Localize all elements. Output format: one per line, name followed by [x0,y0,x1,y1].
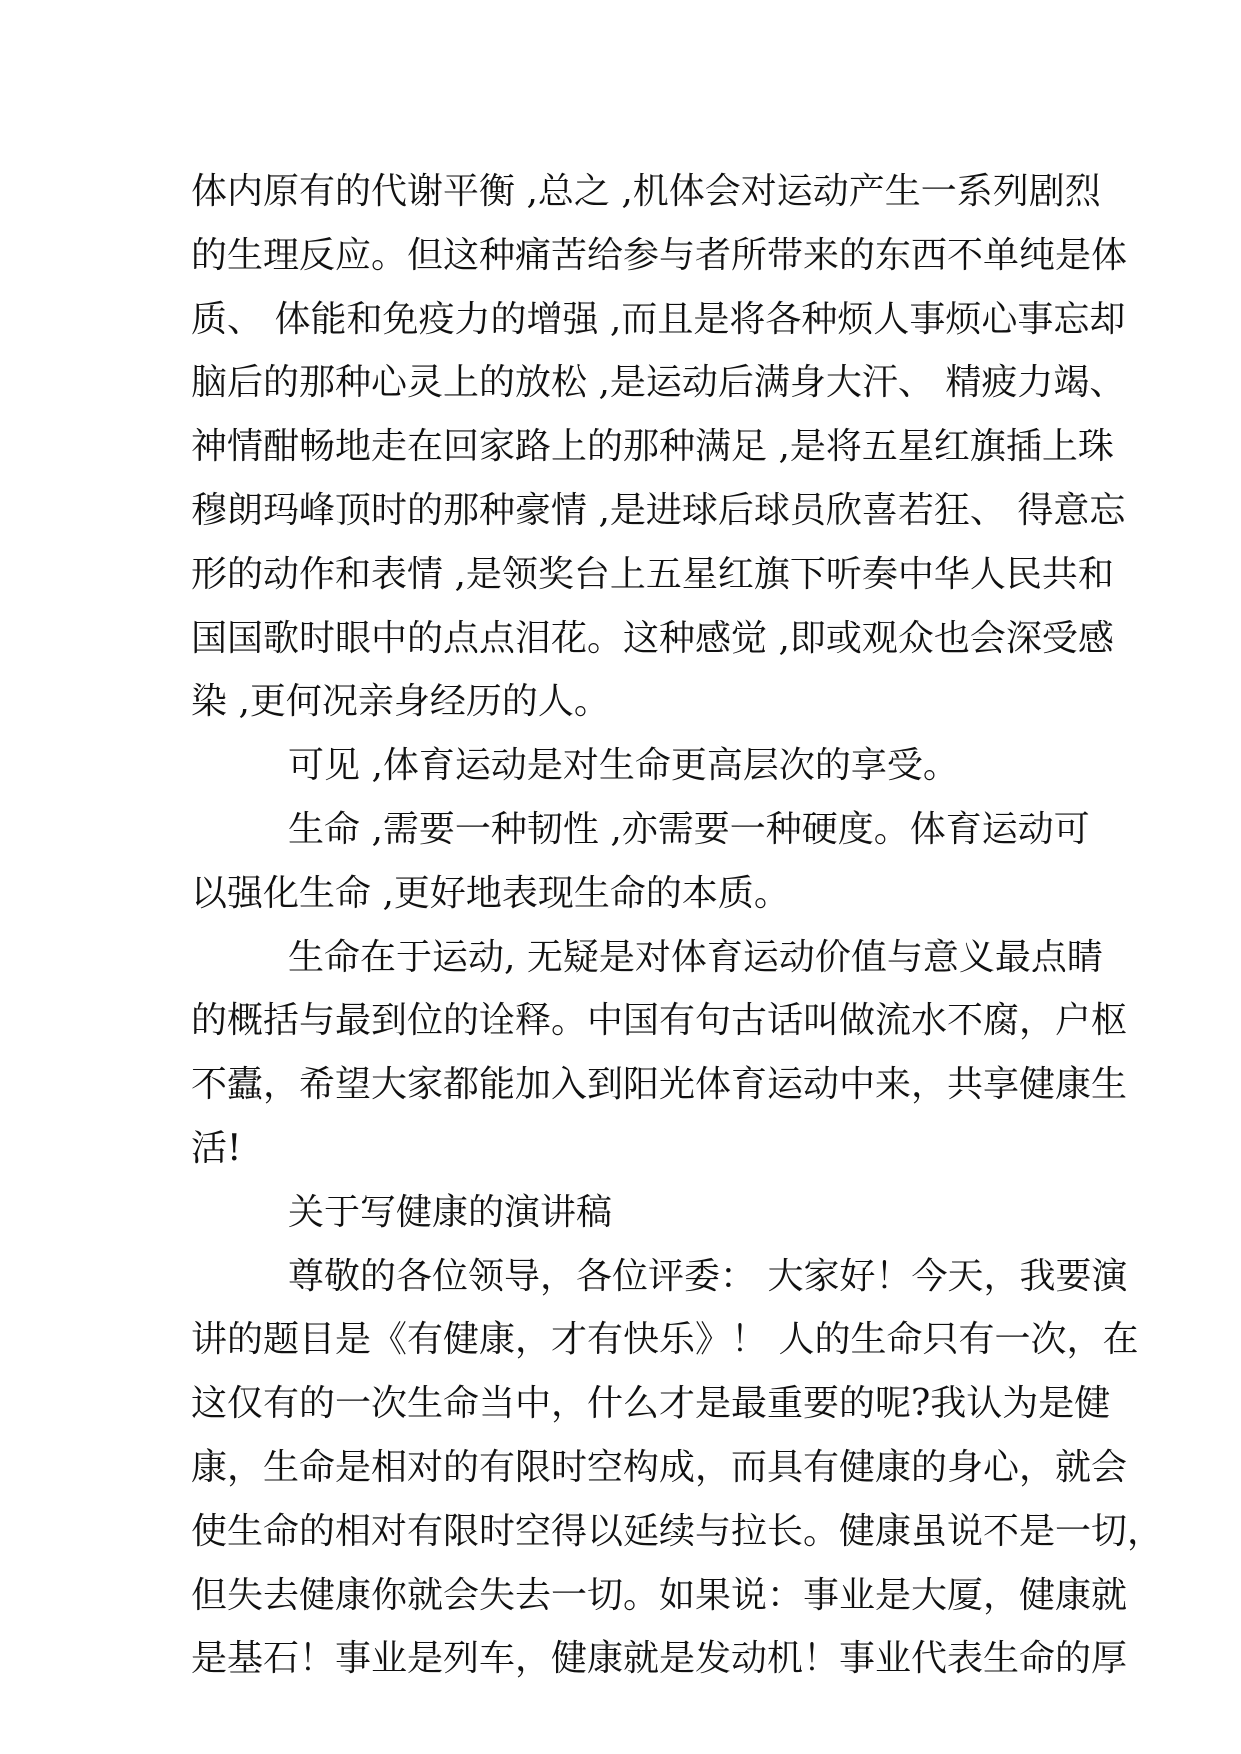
paragraph-start-line: 尊敬的各位领导，各位评委： 大家好！今天，我要演 [288,1255,1128,1297]
body-text [191,160,1164,1691]
text-line: 不蠹，希望大家都能加入到阳光体育运动中来，共享健康生 [191,1064,1128,1106]
paragraph-start-line: 可见 ,体育运动是对生命更高层次的享受。 [288,745,959,787]
text-line: 以强化生命 ,更好地表现生命的本质。 [191,872,790,914]
paragraph-start-line: 生命 ,需要一种韧性 ,亦需要一种硬度。体育运动可 [288,808,1090,850]
text-line: 质、 体能和免疫力的增强 ,而且是将各种烦人事烦心事忘却 [191,298,1126,340]
text-line: 国国歌时眼中的点点泪花。这种感觉 ,即或观众也会深受感 [191,617,1114,659]
text-line: 脑后的那种心灵上的放松 ,是运动后满身大汗、 精疲力竭、 [191,362,1126,404]
text-line: 穆朗玛峰顶时的那种豪情 ,是进球后球员欣喜若狂、 得意忘 [191,489,1126,531]
text-line: 康，生命是相对的有限时空构成，而具有健康的身心，就会 [191,1446,1128,1488]
text-line: 活! [191,1127,242,1169]
text-line: 染 ,更何况亲身经历的人。 [191,681,610,723]
section-heading: 关于写健康的演讲稿 [288,1191,613,1233]
text-line: 的生理反应。但这种痛苦给参与者所带来的东西不单纯是体 [191,234,1128,276]
text-line: 体内原有的代谢平衡 ,总之 ,机体会对运动产生一系列剧烈 [191,171,1101,212]
text-line: 讲的题目是《有健康，才有快乐》！ 人的生命只有一次，在 [191,1319,1139,1361]
text-line: 但失去健康你就会失去一切。如果说：事业是大厦，健康就 [191,1574,1128,1616]
text-line: 使生命的相对有限时空得以延续与拉长。健康虽说不是一切， [191,1510,1164,1552]
paragraph-start-line: 生命在于运动, 无疑是对体育运动价值与意义最点睛 [288,936,1103,978]
text-line: 的概括与最到位的诠释。中国有句古话叫做流水不腐，户枢 [191,1000,1128,1042]
text-line: 是基石！事业是列车，健康就是发动机！事业代表生命的厚 [191,1638,1128,1680]
text-line: 这仅有的一次生命当中，什么才是最重要的呢?我认为是健 [191,1383,1111,1425]
text-line: 形的动作和表情 ,是领奖台上五星红旗下听奏中华人民共和 [191,553,1114,595]
text-line: 神情酣畅地走在回家路上的那种满足 ,是将五星红旗插上珠 [191,426,1114,468]
